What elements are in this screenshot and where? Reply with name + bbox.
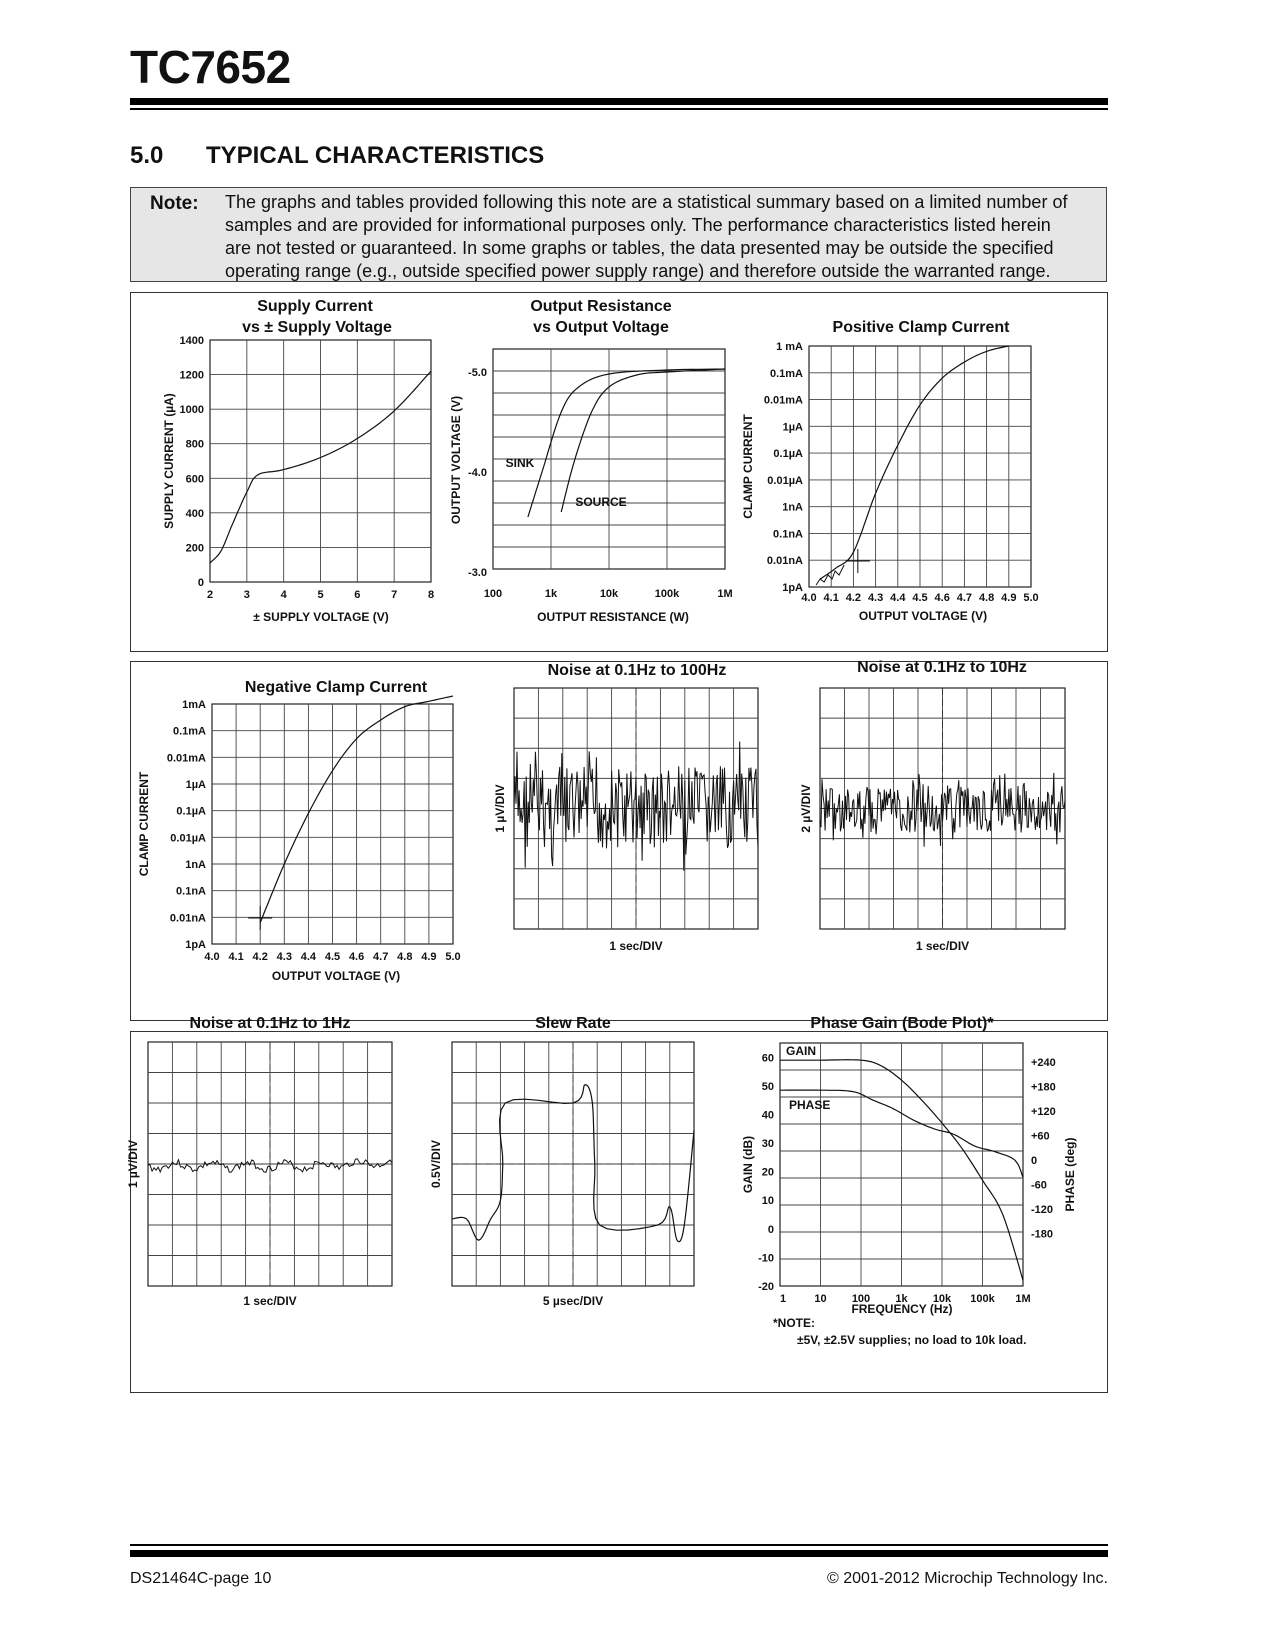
x-tick-label: 100k [654, 588, 680, 600]
note-label: Note: [150, 193, 199, 214]
x-tick-label: 7 [391, 589, 398, 601]
footer-copyright: © 2001-2012 Microchip Technology Inc. [827, 1570, 1108, 1587]
note-line: The graphs and tables provided following this note are a statistical summary based on a limited number of [225, 192, 1068, 212]
bode-note-label: *NOTE: [773, 1316, 815, 1330]
y-tick-label: 0.01µA [170, 832, 206, 845]
x-tick-label: 4.0 [801, 592, 817, 604]
y-tick-label: 0.1mA [172, 725, 206, 738]
y-tick-label: 1mA [182, 699, 206, 711]
x-tick-label: 1k [895, 1293, 908, 1305]
y-tick-label: 400 [185, 507, 204, 520]
footer-doc-id: DS21464C-page 10 [130, 1570, 272, 1587]
note-line: samples and are provided for informational purposes only. The performance characteristics listed herein [225, 215, 1051, 235]
x-tick-label: 100 [851, 1293, 871, 1305]
positive-clamp-noise [816, 565, 844, 585]
y-tick-label-right: +120 [1031, 1106, 1056, 1118]
y-tick-label: 200 [185, 542, 204, 555]
y-tick-label: 1pA [185, 939, 206, 951]
y-tick-label: 1000 [179, 404, 204, 417]
footer-rule-thin [130, 1544, 1108, 1546]
chart-title: Supply Current [257, 298, 373, 315]
x-tick-label: 4.6 [934, 592, 950, 604]
x-axis-label: OUTPUT VOLTAGE (V) [858, 609, 988, 623]
y-tick-label: -3.0 [468, 567, 487, 579]
y-tick-label: 1nA [782, 501, 803, 514]
y-tick-label: 0.1mA [769, 367, 803, 380]
x-tick-label: 1M [1015, 1293, 1031, 1305]
x-tick-label: 2 [206, 589, 214, 601]
x-tick-label: 4.9 [421, 951, 437, 963]
y-tick-label: 10 [761, 1195, 774, 1208]
y-tick-label-right: -180 [1031, 1228, 1054, 1241]
y-tick-label: 1µA [185, 779, 206, 791]
chart-title: vs Output Voltage [533, 319, 669, 336]
bode-note-text: ±5V, ±2.5V supplies; no load to 10k load. [797, 1333, 1027, 1347]
y-tick-label-right: +180 [1031, 1081, 1056, 1094]
note-line: operating range (e.g., outside specified power supply range) and therefore outside the warranted range. [225, 261, 1051, 281]
x-tick-label: 6 [354, 589, 361, 601]
y-axis-label: 2 µV/DIV [799, 784, 813, 833]
y-tick-label: 1nA [185, 859, 206, 871]
x-tick-label: 4.8 [978, 592, 995, 604]
chart-title: Noise at 0.1Hz to 1Hz [189, 1015, 351, 1032]
chart-title: Noise at 0.1Hz to 100Hz [547, 662, 727, 679]
source-annotation: SOURCE [575, 495, 627, 509]
sink-annotation: SINK [505, 456, 535, 470]
x-tick-label: 10k [599, 588, 619, 600]
document-title: TC7652 [130, 41, 291, 93]
x-tick-label: 1M [717, 588, 733, 600]
y-tick-label: 40 [761, 1109, 774, 1122]
x-tick-label: 4.0 [204, 951, 220, 963]
x-tick-label: 8 [427, 589, 435, 601]
x-tick-label: 4.5 [324, 951, 341, 963]
y-tick-label: 1µA [782, 421, 803, 434]
y-tick-label: 0.01nA [766, 555, 803, 568]
x-tick-label: 10k [932, 1293, 952, 1305]
y-tick-label: 1200 [179, 369, 204, 382]
y-axis-label: OUTPUT VOLTAGE (V) [449, 395, 463, 525]
y-tick-label: 0.01nA [169, 912, 206, 925]
y-tick-label: 0.1nA [773, 528, 803, 541]
x-tick-label: 4.2 [845, 592, 862, 604]
y-tick-label: 600 [185, 473, 204, 486]
y-tick-label: 1 mA [776, 341, 803, 353]
y-tick-label: -4.0 [468, 467, 487, 479]
chart-title: Output Resistance [530, 298, 672, 315]
y-axis-label: CLAMP CURRENT [137, 771, 151, 877]
y-tick-label: 0 [767, 1223, 774, 1236]
y-tick-label-right: -120 [1031, 1204, 1054, 1216]
y-axis-label: 1 µV/DIV [493, 784, 507, 833]
y-tick-label: 30 [761, 1138, 774, 1151]
x-tick-label: 4.9 [1001, 592, 1017, 604]
x-tick-label: 5.0 [1023, 592, 1039, 604]
footer-rule-thick [130, 1550, 1108, 1557]
y-tick-label: 0.1nA [176, 885, 206, 898]
x-tick-label: 4.5 [912, 592, 928, 604]
x-tick-label: 4 [280, 589, 287, 601]
y-axis-label: SUPPLY CURRENT (µA) [162, 393, 176, 529]
y-axis-label: 1 µV/DIV [126, 1139, 140, 1189]
x-axis-label: 1 sec/DIV [243, 1294, 297, 1308]
y-axis-label: GAIN (dB) [741, 1135, 755, 1194]
x-tick-label: 4.7 [956, 592, 973, 604]
section-title: TYPICAL CHARACTERISTICS [206, 142, 545, 169]
y-axis-label-right: PHASE (deg) [1063, 1137, 1077, 1212]
y-tick-label: -5.0 [468, 367, 487, 379]
x-tick-label: 5 [317, 589, 324, 601]
y-tick-label-right: +60 [1031, 1130, 1050, 1143]
x-tick-label: 100 [483, 588, 503, 600]
y-tick-label: 0.01mA [763, 394, 803, 407]
y-tick-label: 0.1µA [773, 448, 803, 461]
y-tick-label-right: +240 [1031, 1057, 1056, 1069]
x-tick-label: 4.6 [348, 951, 365, 963]
y-tick-label-right: -60 [1031, 1179, 1047, 1192]
chart-title: Slew Rate [535, 1015, 611, 1032]
y-tick-label: 1pA [782, 582, 803, 594]
x-tick-label: 3 [243, 589, 250, 601]
x-tick-label: 4.3 [276, 951, 292, 963]
y-tick-label: 800 [185, 438, 204, 451]
y-tick-label: 0.1µA [176, 805, 206, 818]
x-axis-label: 5 µsec/DIV [542, 1294, 604, 1308]
y-tick-label: 0.01µA [767, 474, 803, 487]
y-tick-label: -20 [758, 1281, 774, 1293]
section-number: 5.0 [130, 142, 164, 169]
y-axis-label: 0.5V/DIV [429, 1139, 443, 1189]
chart-title: Phase Gain (Bode Plot)* [810, 1015, 994, 1032]
phase-annotation: PHASE [789, 1098, 831, 1112]
x-axis-label: 1 sec/DIV [915, 939, 970, 953]
chart-title: Negative Clamp Current [244, 679, 428, 696]
x-axis-label: ± SUPPLY VOLTAGE (V) [253, 610, 389, 624]
y-tick-label: 20 [761, 1166, 774, 1179]
x-tick-label: 10 [814, 1293, 827, 1305]
y-axis-label: CLAMP CURRENT [741, 414, 755, 519]
x-tick-label: 4.8 [397, 951, 413, 963]
x-tick-label: 4.1 [228, 951, 244, 963]
x-axis-label: OUTPUT RESISTANCE (W) [537, 610, 689, 624]
y-tick-label-right: 0 [1031, 1155, 1038, 1167]
x-axis-label: 1 sec/DIV [609, 939, 663, 953]
x-tick-label: 4.7 [373, 951, 389, 963]
chart-title: vs ± Supply Voltage [242, 319, 392, 336]
y-tick-label: 60 [761, 1052, 774, 1065]
x-axis-label: OUTPUT VOLTAGE (V) [271, 969, 401, 983]
note-line: are not tested or guaranteed. In some graphs or tables, the data presented may be outside the specified [225, 238, 1054, 258]
y-tick-label: 1400 [179, 335, 204, 347]
x-tick-label: 4.4 [300, 951, 317, 963]
x-tick-label: 5.0 [445, 951, 461, 963]
y-tick-label: 0.01mA [166, 752, 206, 765]
gain-annotation: GAIN [786, 1044, 816, 1058]
output-resistance-line-source [561, 369, 725, 512]
x-tick-label: 1 [779, 1293, 787, 1305]
y-tick-label: 50 [761, 1080, 774, 1093]
x-tick-label: 1k [544, 588, 558, 600]
chart-title: Positive Clamp Current [832, 319, 1010, 336]
chart-title: Noise at 0.1Hz to 10Hz [857, 659, 1027, 676]
x-tick-label: 100k [970, 1293, 995, 1305]
x-tick-label: 4.4 [890, 592, 906, 604]
x-axis-label: FREQUENCY (Hz) [851, 1302, 953, 1316]
x-tick-label: 4.1 [823, 592, 839, 604]
y-tick-label: 0 [197, 577, 204, 589]
y-tick-label: -10 [758, 1252, 774, 1265]
x-tick-label: 4.2 [252, 951, 268, 963]
x-tick-label: 4.3 [867, 592, 884, 604]
positive-clamp-line [820, 346, 1009, 579]
